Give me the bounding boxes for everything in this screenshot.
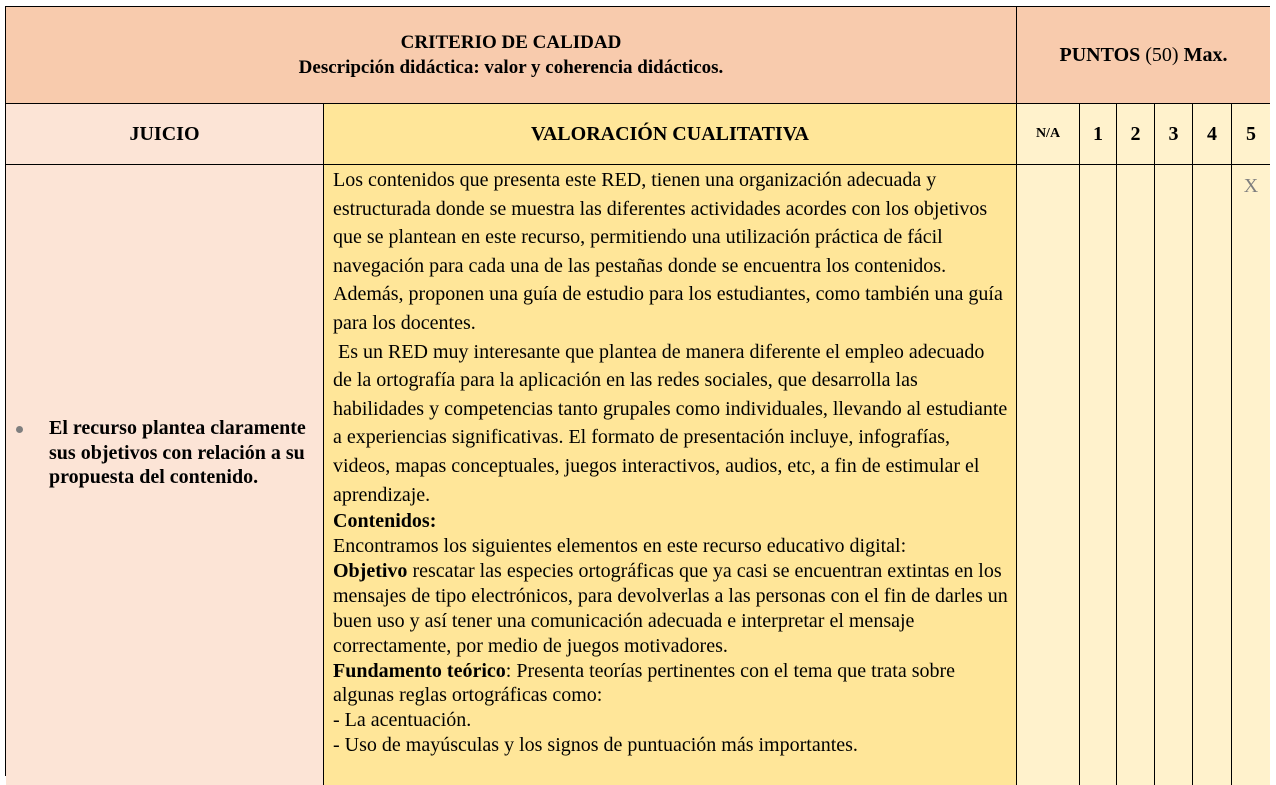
valoracion-paragraph-1: Los contenidos que presenta este RED, tienen una organización adecuada y estructurada donde se muestra las diferentes actividades acordes con los objetivos que se plantean en este recurso, permitiendo una utilización práctica de fácil navegación para cada una de las pestañas donde se encuentra los contenidos. Además, proponen una guía de estudio para los estudiantes, como también una guía para los docentes. bbox=[333, 169, 1003, 334]
valoracion-cell bbox=[324, 165, 1017, 785]
puntos-label: PUNTOS bbox=[1059, 43, 1141, 66]
fundamento-paragraph bbox=[333, 659, 1008, 709]
objetivo-label: Objetivo bbox=[333, 559, 408, 582]
valoracion-column-header: VALORACIÓN CUALITATIVA bbox=[324, 104, 1017, 165]
score-header-1: 1 bbox=[1080, 104, 1117, 165]
juicio-column-header: JUICIO bbox=[6, 104, 324, 165]
juicio-cell bbox=[6, 165, 324, 785]
score-header-4: 4 bbox=[1193, 104, 1232, 165]
score-header-2: 2 bbox=[1117, 104, 1155, 165]
bullet-icon bbox=[16, 426, 23, 433]
selected-score-mark: X bbox=[1243, 175, 1259, 197]
score-cell-3 bbox=[1155, 165, 1193, 785]
valoracion-paragraph-2: Es un RED muy interesante que plantea de manera diferente el empleo adecuado de la ortografía para la aplicación en las redes sociales, que desarrolla las habilidades y competencias tanto grupales como individuales, llevando al estudiante a experiencias significativas. El formato de presentación incluye, infografías, videos, mapas conceptuales, juegos interactivos, audios, etc, a fin de estimular el aprendizaje. bbox=[333, 340, 1008, 506]
list-item: - Uso de mayúsculas y los signos de puntuación más importantes. bbox=[333, 734, 858, 757]
evaluation-table bbox=[5, 6, 1270, 776]
score-cell-5 bbox=[1232, 165, 1270, 785]
score-cell-1 bbox=[1080, 165, 1117, 785]
score-cell-4 bbox=[1193, 165, 1232, 785]
score-header-5: 5 bbox=[1232, 104, 1270, 165]
contenidos-intro: Encontramos los siguientes elementos en este recurso educativo digital: bbox=[333, 535, 907, 558]
criterio-title: CRITERIO DE CALIDAD bbox=[400, 32, 622, 53]
fundamento-label: Fundamento teórico bbox=[333, 659, 506, 682]
objetivo-text: rescatar las especies ortográficas que ya casi se encuentran extintas en los mensajes de tipo electrónicos, para devolverlas a las personas con el fin de darles un buen uso y así tener una comunicación adecuada e interpretar el mensaje correctamente, por medio de juegos motivadores. bbox=[333, 559, 1008, 657]
puntos-header bbox=[1017, 7, 1270, 104]
puntos-value: (50) bbox=[1145, 43, 1179, 66]
list-item: - La acentuación. bbox=[333, 709, 472, 732]
criterio-header bbox=[6, 7, 1017, 104]
score-cell-na bbox=[1017, 165, 1080, 785]
score-cell-2 bbox=[1117, 165, 1155, 785]
criterio-subtitle: Descripción didáctica: valor y coherencia didácticos. bbox=[298, 57, 724, 78]
score-header-3: 3 bbox=[1155, 104, 1193, 165]
objetivo-paragraph bbox=[333, 559, 1008, 659]
contenidos-heading: Contenidos: bbox=[333, 510, 437, 533]
fundamento-text: : Presenta teorías pertinentes con el tema que trata sobre algunas reglas ortográficas como: bbox=[333, 659, 956, 707]
score-header-na: N/A bbox=[1017, 104, 1080, 165]
criterion-item bbox=[16, 416, 316, 490]
puntos-max: Max. bbox=[1183, 43, 1228, 66]
criterion-text: El recurso plantea claramente sus objetivos con relación a su propuesta del contenido. bbox=[49, 417, 306, 488]
